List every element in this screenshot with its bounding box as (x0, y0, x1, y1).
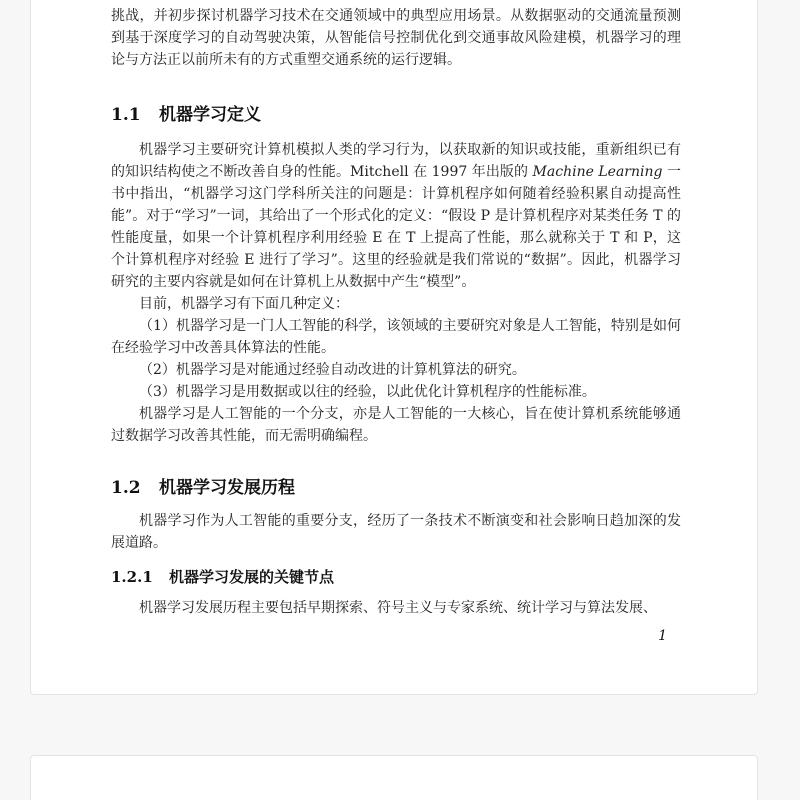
section-heading-1-2 (111, 476, 681, 500)
body-paragraph: 目前，机器学习有下面几种定义： (139, 296, 349, 312)
intro-paragraph: 挑战，并初步探讨机器学习技术在交通领域中的典型应用场景。从数据驱动的交通流量预测到基于深度学习的自动驾驶决策，从智能信号控制优化到交通事故风险建模，机器学习的理论与方法正以前所未有的方式重塑交通系统的运行逻辑。 (111, 8, 681, 68)
section-title: 机器学习定义 (159, 105, 261, 125)
body-paragraph: 机器学习发展历程主要包括早期探索、符号主义与专家系统、统计学习与算法发展、 (139, 600, 657, 616)
document-page (30, 0, 758, 695)
section-number: 1.1 (111, 105, 141, 125)
body-paragraph: 机器学习是人工智能的一个分支，亦是人工智能的一大核心，旨在使计算机系统能够通过数据学习改善其性能，而无需明确编程。 (111, 406, 681, 444)
section-number: 1.2 (111, 478, 141, 498)
section-heading-1-1 (111, 103, 681, 127)
body-paragraph: 机器学习主要研究计算机模拟人类的学习行为，以获取新的知识或技能，重新组织已有的知识结构使之不断改善自身的性能。Mitchell 在 1997 年出版的 Machine Learning 一书中指出，“机器学习这门学科所关注的问题是：计算机程序如何随着经验积累自动提高性能”。对于“学习”一词，其给出了一个形式化的定义：“假设 P 是计算机程序对某类任务 T 的性能度量，如果一个计算机程序利用经验 E 在 T 上提高了性能，那么就称关于 T 和 P，这个计算机程序对经验 E 进行了学习”。这里的经验就是我们常说的“数据”。因此，机器学习研究的主要内容就是如何在计算机上从数据中产生“模型”。 (111, 142, 681, 290)
list-item: （2）机器学习是对能通过经验自动改进的计算机算法的研究。 (139, 362, 526, 378)
subsection-heading-1-2-1 (111, 566, 681, 588)
body-paragraph: 机器学习作为人工智能的重要分支，经历了一条技术不断演变和社会影响日趋加深的发展道路。 (111, 513, 681, 551)
subsection-title: 机器学习发展的关键节点 (169, 568, 335, 586)
next-document-page (30, 755, 758, 800)
book-title: Machine Learning (532, 164, 663, 180)
intro-paragraph-clipped (111, 0, 681, 1)
subsection-number: 1.2.1 (111, 568, 153, 586)
section-title: 机器学习发展历程 (159, 478, 295, 498)
page-number: 1 (658, 628, 667, 644)
list-item: （3）机器学习是用数据或以往的经验，以此优化计算机程序的性能标准。 (139, 384, 596, 400)
list-item: （1）机器学习是一门人工智能的科学，该领域的主要研究对象是人工智能，特别是如何在经验学习中改善具体算法的性能。 (111, 318, 681, 356)
